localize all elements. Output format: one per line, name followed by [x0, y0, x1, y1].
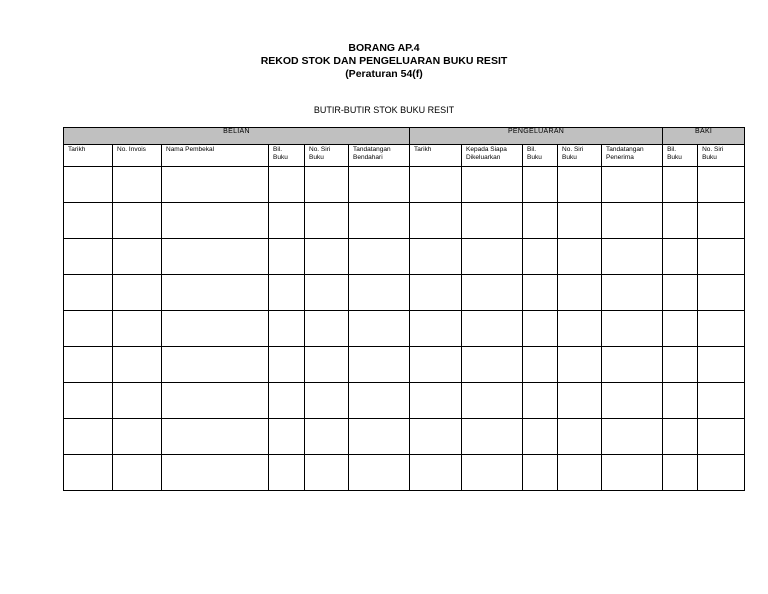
table-cell — [523, 383, 558, 419]
table-cell — [305, 455, 349, 491]
table-cell — [698, 455, 745, 491]
table-cell — [698, 203, 745, 239]
table-cell — [523, 419, 558, 455]
table-cell — [523, 275, 558, 311]
table-cell — [410, 419, 462, 455]
table-cell — [410, 347, 462, 383]
table-cell — [462, 311, 523, 347]
table-cell — [162, 167, 269, 203]
table-cell — [113, 347, 162, 383]
form-title-block — [0, 42, 768, 81]
table-cell — [113, 419, 162, 455]
form-regulation: (Peraturan 54(f) — [345, 68, 423, 80]
table-cell — [602, 203, 663, 239]
table-cell — [349, 455, 410, 491]
table-cell — [462, 347, 523, 383]
col-peng-tandatangan — [602, 145, 663, 167]
table-cell — [349, 203, 410, 239]
table-cell — [558, 239, 602, 275]
table-cell — [305, 383, 349, 419]
table-cell — [698, 419, 745, 455]
table-cell — [349, 167, 410, 203]
table-cell — [305, 419, 349, 455]
table-row — [64, 275, 745, 311]
table-cell — [113, 167, 162, 203]
table-cell — [410, 239, 462, 275]
col-baki-bil-buku — [663, 145, 698, 167]
table-cell — [558, 455, 602, 491]
col-belian-tt-line2: Bendahari — [353, 154, 383, 161]
table-cell — [698, 167, 745, 203]
table-cell — [269, 455, 305, 491]
table-cell — [113, 275, 162, 311]
table-cell — [663, 239, 698, 275]
table-cell — [269, 383, 305, 419]
col-belian-bil-line1: Bil. — [273, 146, 283, 153]
table-cell — [698, 239, 745, 275]
table-row — [64, 311, 745, 347]
group-header-row — [64, 128, 745, 145]
table-cell — [162, 455, 269, 491]
table-cell — [305, 275, 349, 311]
col-baki-siri-line2: Buku — [702, 154, 717, 161]
col-belian-pembekal: Nama Pembekal — [162, 145, 269, 167]
table-cell — [558, 419, 602, 455]
table-cell — [269, 347, 305, 383]
table-cell — [64, 239, 113, 275]
table-cell — [523, 347, 558, 383]
form-code: BORANG AP.4 — [348, 42, 420, 54]
col-belian-tt-line1: Tandatangan — [353, 146, 391, 153]
table-cell — [162, 311, 269, 347]
table-cell — [663, 455, 698, 491]
col-peng-siri-line1: No. Siri — [562, 146, 584, 153]
table-row — [64, 167, 745, 203]
table-cell — [113, 455, 162, 491]
table-cell — [602, 311, 663, 347]
table-cell — [162, 239, 269, 275]
table-cell — [462, 203, 523, 239]
table-cell — [113, 311, 162, 347]
col-peng-bil-buku — [523, 145, 558, 167]
table-cell — [558, 203, 602, 239]
col-belian-tandatangan — [349, 145, 410, 167]
table-cell — [269, 167, 305, 203]
table-cell — [113, 203, 162, 239]
col-baki-bil-line2: Buku — [667, 154, 682, 161]
table-cell — [64, 455, 113, 491]
table-cell — [305, 203, 349, 239]
table-cell — [602, 383, 663, 419]
table-cell — [602, 239, 663, 275]
table-cell — [269, 203, 305, 239]
table-row — [64, 347, 745, 383]
table-cell — [305, 311, 349, 347]
table-cell — [410, 311, 462, 347]
col-peng-kepada-line2: Dikeluarkan — [466, 154, 501, 161]
table-cell — [410, 455, 462, 491]
table-cell — [349, 311, 410, 347]
col-peng-siri-line2: Buku — [562, 154, 577, 161]
table-cell — [305, 239, 349, 275]
col-peng-tt-line1: Tandatangan — [606, 146, 644, 153]
table-cell — [64, 203, 113, 239]
table-cell — [698, 347, 745, 383]
table-cell — [410, 275, 462, 311]
table-cell — [602, 167, 663, 203]
table-cell — [663, 311, 698, 347]
table-cell — [349, 275, 410, 311]
col-baki-siri-line1: No. Siri — [702, 146, 724, 153]
table-cell — [162, 383, 269, 419]
table-cell — [305, 347, 349, 383]
table-cell — [523, 167, 558, 203]
table-row — [64, 203, 745, 239]
table-cell — [64, 347, 113, 383]
table-body — [64, 167, 745, 491]
table-cell — [64, 275, 113, 311]
table-cell — [558, 383, 602, 419]
table-cell — [558, 167, 602, 203]
table-cell — [698, 311, 745, 347]
table-cell — [64, 383, 113, 419]
table-cell — [558, 311, 602, 347]
col-peng-tarikh: Tarikh — [410, 145, 462, 167]
col-peng-kepada — [462, 145, 523, 167]
section-subtitle: BUTIR-BUTIR STOK BUKU RESIT — [313, 105, 455, 115]
col-belian-invois: No. Invois — [113, 145, 162, 167]
table-cell — [305, 167, 349, 203]
table-cell — [558, 275, 602, 311]
col-belian-siri-line2: Buku — [309, 154, 324, 161]
table-cell — [462, 239, 523, 275]
group-header-baki: BAKI — [663, 128, 745, 145]
table-cell — [663, 419, 698, 455]
table-cell — [64, 167, 113, 203]
col-peng-tt-line2: Penerima — [606, 154, 634, 161]
table-cell — [269, 419, 305, 455]
table-cell — [349, 347, 410, 383]
table-cell — [162, 203, 269, 239]
table-cell — [64, 311, 113, 347]
table-row — [64, 455, 745, 491]
table-cell — [602, 275, 663, 311]
table-cell — [349, 383, 410, 419]
table-cell — [410, 383, 462, 419]
col-belian-siri-line1: No. Siri — [309, 146, 331, 153]
col-peng-siri-buku — [558, 145, 602, 167]
table-cell — [349, 239, 410, 275]
table-cell — [698, 383, 745, 419]
table-cell — [269, 311, 305, 347]
table-cell — [462, 383, 523, 419]
col-baki-bil-line1: Bil. — [667, 146, 677, 153]
table-cell — [663, 275, 698, 311]
table-cell — [113, 383, 162, 419]
table-cell — [410, 203, 462, 239]
table-cell — [523, 311, 558, 347]
table-cell — [349, 419, 410, 455]
table-row — [64, 383, 745, 419]
table-cell — [462, 275, 523, 311]
table-cell — [269, 275, 305, 311]
table-row — [64, 419, 745, 455]
table-cell — [162, 275, 269, 311]
table-cell — [64, 419, 113, 455]
table-cell — [462, 419, 523, 455]
table-cell — [602, 455, 663, 491]
col-belian-tarikh: Tarikh — [64, 145, 113, 167]
table-cell — [602, 419, 663, 455]
table-cell — [663, 203, 698, 239]
table-cell — [269, 239, 305, 275]
table-cell — [663, 347, 698, 383]
col-peng-bil-line1: Bil. — [527, 146, 537, 153]
table-cell — [523, 239, 558, 275]
table-cell — [162, 347, 269, 383]
table-cell — [663, 167, 698, 203]
table-cell — [462, 455, 523, 491]
col-peng-bil-line2: Buku — [527, 154, 542, 161]
table-cell — [162, 419, 269, 455]
group-header-belian: BELIAN — [64, 128, 410, 145]
stock-record-table — [63, 127, 745, 491]
col-belian-bil-buku — [269, 145, 305, 167]
col-belian-bil-line2: Buku — [273, 154, 288, 161]
table-cell — [602, 347, 663, 383]
col-belian-siri-buku — [305, 145, 349, 167]
form-title: REKOD STOK DAN PENGELUARAN BUKU RESIT — [260, 55, 508, 67]
group-header-pengeluaran: PENGELUARAN — [410, 128, 663, 145]
table-cell — [698, 275, 745, 311]
col-peng-kepada-line1: Kepada Siapa — [466, 146, 507, 153]
table-cell — [523, 203, 558, 239]
table-cell — [523, 455, 558, 491]
table-row — [64, 239, 745, 275]
table-cell — [462, 167, 523, 203]
table-cell — [410, 167, 462, 203]
column-header-row — [64, 145, 745, 167]
table-cell — [663, 383, 698, 419]
col-baki-siri-buku — [698, 145, 745, 167]
table-cell — [558, 347, 602, 383]
table-cell — [113, 239, 162, 275]
